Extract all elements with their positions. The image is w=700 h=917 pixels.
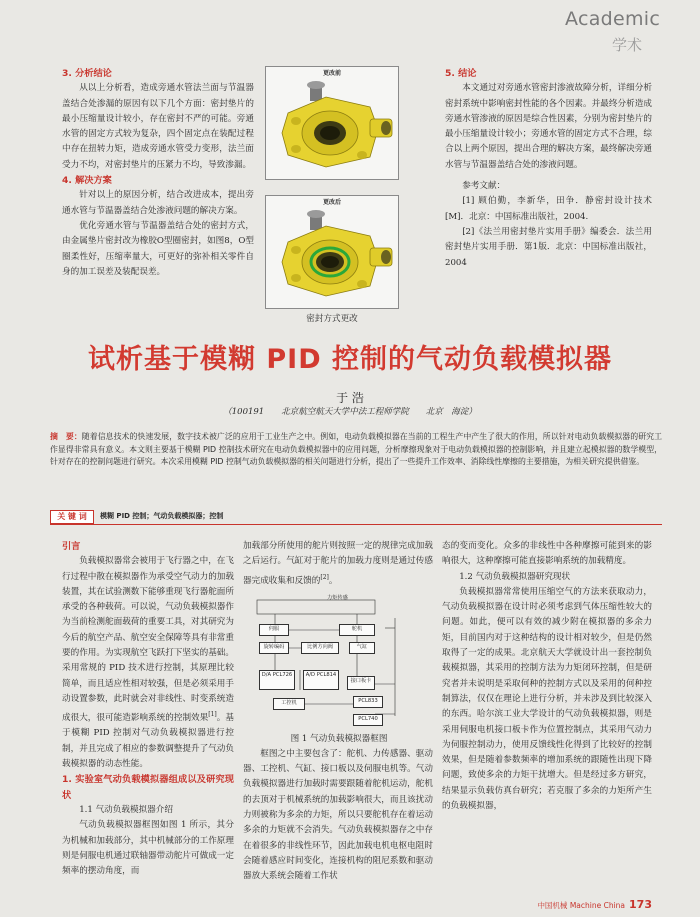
figure-before-change xyxy=(265,66,399,180)
diagram-block-cylinder: 气缸 xyxy=(349,642,375,654)
paragraph-text: 。 xyxy=(328,575,338,586)
reference-item: [2]《法兰用密封垫片实用手册》编委会．法兰用密封垫片实用手册．第1版．北京：中国标准出版社，2004 xyxy=(445,226,652,268)
figure-caption-seal-change: 密封方式更改 xyxy=(306,314,358,324)
block-diagram-load-simulator xyxy=(245,595,433,730)
keywords-label: 关 键 词 xyxy=(50,510,94,524)
heading-solution: 4. 解决方案 xyxy=(62,175,112,187)
paragraph: 气动负载模拟器框图如图 1 所示，其分为机械和加载部分，其中机械部分的工作原理则是伺服电机通过联轴器带动舵片可做成一定频率的摆动角度，而 xyxy=(62,820,234,877)
valve-housing-after-image xyxy=(266,196,400,310)
paragraph: 负载模拟器常常使用压缩空气的方法来获取动力，气动负载模拟器在设计时必须考虑到气体压缩性较大的问题。如此，便可以有效的减少附在模拟器的多余力矩，目前国内对于这种结构的设计相对较少，但是仍然取得了一定的成果。北京航天大学就设计出一套控制负载模拟器，其采用的控制方法为力矩闭环控制，但是研究者并未说明是采取何种的控制方式以及采用的何种控制算法，仅仅在理论上进行分析，并未涉及到比较深入的东西。哈尔滨工业大学设计的气动负载模拟器，则是采用伺服电机接口板卡作为位置控制点，其采用气动力为伺服控制动力，使用反馈线性化得到了比较好的控制效果，但是随着参数频率的增加系统的跟随性出现下降问题，致使多余的力矩干扰增大。但是经过多方研究，结果显示负载仿真台研究；若克服了多余的力矩所产生的负载模拟器， xyxy=(442,586,652,812)
diagram-block-servo: 伺服 xyxy=(259,624,289,636)
article-abstract xyxy=(50,431,662,469)
body-column-1 xyxy=(62,539,234,879)
diagram-block-industrial-pc: 工控机 xyxy=(273,698,305,710)
heading-introduction: 引言 xyxy=(62,541,81,552)
paragraph-text: 负载模拟器常会被用于飞行器之中，在飞行过程中散在模拟器作为承受空气动力的加载装置，其在试验测数下能够重现飞行器舵面所承受的各种载荷。可以说，气动负载模拟器作为当前检测舵面载荷的重要工具，对其研究为今后的航空产品、航空安全保障等具有非常重要的作用。为实现航空飞跃打下坚实的基础。采用常规的 PID 技术进行控制，其原理比较简单，而且适应性相对较强，但是必须采用手动设置参数，此时就会对非线性、时变系统造成很大，很可能造影响系统的控制效果 xyxy=(62,556,234,724)
section-header-english: Academic xyxy=(565,8,661,30)
diagram-block-interface-card: 接口板卡 xyxy=(347,676,375,690)
diagram-block-pcl740: PCL740 xyxy=(353,714,383,726)
citation: [2] xyxy=(320,573,329,581)
references-title: 参考文献： xyxy=(462,181,506,192)
diagram-block-pcl833: PCL833 xyxy=(353,696,383,708)
diagram-block-rudder: 舵机 xyxy=(339,624,375,636)
figure-caption-block-diagram: 图 1 气动负载模拟器框图 xyxy=(290,734,388,744)
figure-label-after: 更改后 xyxy=(322,199,341,206)
paragraph xyxy=(62,554,234,772)
paragraph-text: 加载部分所使用的舵片则按照一定的规律完成加载之后运行。气缸对于舵片的加载力度则是通过传感器完成收集和反馈的 xyxy=(243,541,433,586)
diagram-block-ad: A/D PCL814 xyxy=(303,670,339,690)
heading-conclusion: 5. 结论 xyxy=(445,68,477,79)
subheading-1-2: 1.2 气动负载模拟器研究现状 xyxy=(459,571,571,582)
paragraph: 态的变而变化。众多的非线性中各种摩擦可能到来的影响很大，这种摩擦可能直接影响系统的加载精度。 xyxy=(442,541,652,567)
prev-article-right-column xyxy=(445,66,652,271)
keywords-divider xyxy=(50,524,662,525)
valve-housing-before-image xyxy=(266,67,400,181)
paragraph: 从以上分析看，造成旁通水管法兰面与节温器盖结合处渗漏的原因有以下几个方面：密封垫片的最小压缩量设计较小，存在密封不严的可能。旁通水管的固定方式较为复杂，四个固定点在装配过程中存在扭转力矩，造成旁通水管受力变形，法兰面受力不均，对密封垫片的压紧力不均，导致渗漏。 xyxy=(62,83,254,170)
keywords-bar xyxy=(50,510,662,524)
paragraph xyxy=(243,539,433,589)
article-title: 试析基于模糊 PID 控制的气动负载模拟器 xyxy=(87,344,613,375)
page-footer xyxy=(537,898,652,911)
paragraph: 本文通过对旁通水管密封渗液故障分析，详细分析密封系统中影响密封性能的各个因素。并最终分析造成旁通水管渗液的原因是综合性因素，分别为密封垫片的最小压缩量设计较小；旁通水管的固定方式不合理，综合以上两个原因，提出合理的解决方案，最终解决旁通水管与节温器盖结合处的渗液问题。 xyxy=(445,83,652,170)
diagram-block-encoder: 旋转编码 xyxy=(259,642,289,654)
heading-section-1: 1. 实验室气动负载模拟器组成以及研究现状 xyxy=(62,774,234,801)
citation: [1] xyxy=(208,711,217,719)
body-column-3 xyxy=(442,539,652,814)
figure-after-change xyxy=(265,195,399,309)
prev-article-left-column xyxy=(62,66,254,280)
page-number: 173 xyxy=(629,898,652,911)
block-diagram-connectors xyxy=(245,598,433,730)
article-affiliation: （100191 北京航空航天大学中法工程师学院 北京 海淀） xyxy=(223,407,477,417)
reference-item: [1] 顾伯勤，李新华，田争．静密封设计技术 [M]．北京：中国标准出版社，2004. xyxy=(445,196,652,222)
diagram-label-torque-sensor: 力矩传感 xyxy=(327,595,348,601)
diagram-block-da: D/A PCL726 xyxy=(259,670,295,690)
diagram-block-proportional-valve: 比例方向阀 xyxy=(301,642,339,654)
paragraph: 优化旁通水管与节温器盖结合处的密封方式，由金属垫片密封改为橡胶O型圈密封，如图8，O型圈柔性好，压缩率量大，可更好的弥补相关零件自身的加工误差及装配误差。 xyxy=(62,220,254,277)
section-header-chinese: 学术 xyxy=(612,36,643,54)
heading-conclusion-analysis: 3. 分析结论 xyxy=(62,68,112,79)
abstract-label: 摘 要： xyxy=(50,432,82,441)
abstract-text: 随着信息技术的快速发展，数字技术被广泛的应用于工业生产之中。例如，电动负载模拟器在当前的工程生产中产生了很大的作用，所以针对电动负载模拟器的研究工作显得非常具有意义。本文则主要基于模糊 PID 控制技术研究在电动负载模拟器中的应用问题，分析摩擦现象对于电动负载模拟器的控制影响，并且建立起模拟器的数学模型，针对存在的控制问题进行研究。本次采用模糊 PID 控制气动负载模拟器的相关问题进行分析，提出了一些提升工作效率、消除线性摩擦的主要措施，为相关研究提供借鉴。 xyxy=(50,432,662,467)
article-author: 于 浩 xyxy=(336,391,364,405)
journal-name: 中国机械 Machine China xyxy=(537,901,626,910)
paragraph: 框图之中主要包含了：舵机、力传感器、驱动器、工控机、气缸、接口板以及伺服电机等。气动负载模拟器进行加载时需要跟随着舵机运动，舵机的去顶对于机械系统的加载影响很大，而且该扰动力则被称为多余的力矩，所以只要舵机存在着运动多余的力矩就不会消失。气动负载模拟器存之中存在着很多的非线性环节，因此加载电机电枢电阻时会随着感应时间变化，连接机构的阻尼系数和驱动器放大系统会随着工作状 xyxy=(243,748,433,882)
subheading-1-1: 1.1 气动负载模拟器介绍 xyxy=(79,804,173,815)
paragraph: 针对以上的原因分析，结合改进成本，提出旁通水管与节温器盖结合处渗液问题的解决方案。 xyxy=(62,190,254,216)
keywords-text: 模糊 PID 控制；气动负载模拟器；控制 xyxy=(100,512,224,520)
figure-label-before: 更改前 xyxy=(322,70,341,77)
paragraph-text: 。基于模糊 PID 控制对气动负载模拟器进行控制，并且完成了相应的参数调整提升了气动负载模拟器的动态性能。 xyxy=(62,713,234,770)
